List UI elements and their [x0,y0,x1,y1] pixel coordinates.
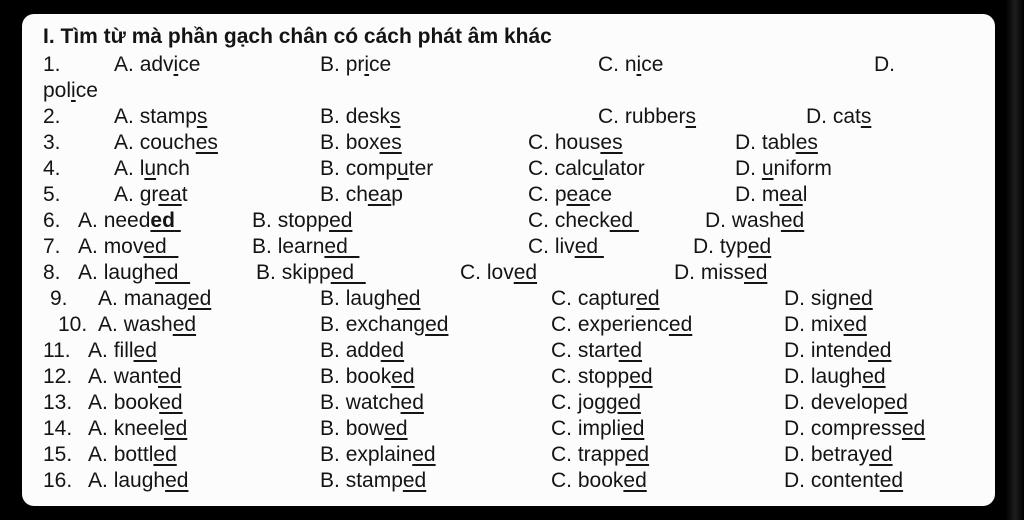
underlined-part: es [195,131,218,154]
underlined-part: ed [744,261,768,284]
word-part: pol [43,79,72,102]
option-letter: C. [551,313,572,336]
option-letter: D. [784,391,805,414]
underlined-part: ed [862,365,886,388]
option-c [460,260,537,286]
word-part: bottl [113,443,154,466]
option-c [528,234,604,260]
underlined-part: ed [609,209,639,232]
word-part: pr [345,53,365,76]
option-c [551,390,641,416]
underlined-part: es [600,131,623,154]
option-c [551,364,653,390]
option-c [551,442,649,468]
underlined-part: i [173,53,179,76]
word-part: learn [277,235,325,258]
option-d [874,52,901,78]
word-part: lov [486,261,514,284]
word-part: trapp [577,443,626,466]
option-b [320,364,415,390]
option-d [735,182,807,208]
worksheet-title: I. Tìm từ mà phần gạch chân có cách phát âm khác [43,25,552,48]
option-letter: B. [320,417,340,440]
underlined-part: ed [324,235,360,258]
word-part: want [113,365,159,388]
option-letter: A. [88,365,108,388]
underlined-part: ed [629,365,653,388]
option-d-continuation [43,78,98,104]
question-number: 3. [43,131,61,154]
question-number: 15. [43,443,73,466]
option-a [98,286,211,312]
option-letter: C. [598,105,619,128]
option-letter: C. [460,261,481,284]
option-b [256,260,366,286]
option-letter: D. [674,261,695,284]
underlined-part: ea [566,183,590,206]
word-part: box [345,131,380,154]
option-letter: A. [98,287,118,310]
option-letter: B. [320,469,340,492]
underlined-part: ed [747,235,772,258]
word-part: check [554,209,610,232]
word-part: mix [810,313,844,336]
word-part: captur [577,287,637,310]
question-number: 6. [43,209,61,232]
option-letter: D. [784,365,805,388]
underlined-part: ed [425,313,449,336]
option-a [78,260,190,286]
underlined-part: ed [172,313,197,336]
option-letter: A. [88,443,108,466]
screen-edge [1006,0,1024,520]
option-letter: B. [320,157,340,180]
word-part: stamp [139,105,197,128]
word-part: book [345,365,392,388]
option-letter: D. [784,443,805,466]
underlined-part: i [71,79,76,102]
option-letter: A. [78,261,98,284]
option-letter: C. [551,417,572,440]
option-a [88,416,187,442]
option-a [88,364,181,390]
option-letter: B. [320,287,340,310]
word-part: lator [603,157,645,180]
option-letter: A. [114,53,134,76]
option-letter: D. [735,131,756,154]
underlined-part: ed [133,339,157,362]
underlined-part: ed [621,417,645,440]
word-part: p [391,183,403,206]
word-part: book [113,391,160,414]
underlined-part: u [397,157,409,180]
underlined-part: ed [158,365,182,388]
underlined-part [175,209,181,232]
option-letter: C. [551,287,572,310]
option-b [320,52,391,78]
word-part: mov [103,235,144,258]
word-part: calc [554,157,593,180]
option-c [598,104,696,130]
underlined-part: ed [397,287,421,310]
option-b [320,390,424,416]
option-letter: A. [88,417,108,440]
question-number: 2. [43,105,61,128]
option-letter: D. [806,105,827,128]
question-number: 1. [43,53,61,76]
option-letter: B. [320,131,340,154]
underlined-part: ed [153,443,177,466]
word-part: ce [369,53,392,76]
word-part: comp [345,157,398,180]
option-letter: A. [114,157,134,180]
word-part: compress [810,417,902,440]
underlined-part: ed [780,209,805,232]
underlined-part: ed [623,469,647,492]
option-b [320,338,404,364]
option-b [320,416,408,442]
underlined-part: s [196,105,208,128]
word-part: explain [345,443,413,466]
option-b [320,104,401,130]
word-part: need [103,209,151,232]
word-part: t [181,183,188,206]
option-c [551,416,644,442]
underlined-part: ed [617,391,641,414]
option-b [252,208,352,234]
option-b [320,442,436,468]
underlined-part: ed [165,469,189,492]
option-letter: B. [320,53,340,76]
underlined-part: es [379,131,402,154]
word-part: desk [345,105,391,128]
word-part: n [624,53,637,76]
word-part: laugh [103,261,156,284]
question-number: 13. [43,391,73,414]
word-part: experienc [577,313,669,336]
word-part: liv [554,235,575,258]
option-d [784,468,903,494]
option-c [598,52,663,78]
option-letter: A. [88,391,108,414]
word-part: couch [139,131,196,154]
word-part: niform [773,157,832,180]
option-letter: D. [735,157,756,180]
option-letter: B. [320,313,340,336]
option-a [78,234,178,260]
question-number: 7. [43,235,61,258]
option-a [88,442,177,468]
underlined-part: ed [412,443,436,466]
underlined-part: ed [391,365,415,388]
word-part: miss [700,261,745,284]
underlined-part: s [685,105,697,128]
option-letter: C. [551,339,572,362]
option-b [320,130,402,156]
option-c [528,156,645,182]
option-letter: D. [735,183,756,206]
option-letter: B. [320,339,340,362]
word-part: wash [123,313,173,336]
option-a [98,312,196,338]
option-letter: D. [784,417,805,440]
option-c [528,208,639,234]
option-d [784,286,873,312]
word-part: typ [719,235,748,258]
option-d [784,338,891,364]
option-a [114,156,190,182]
underlined-part: s [860,105,872,128]
underlined-part: ed [380,339,405,362]
question-number: 9. [50,287,68,310]
word-part: skipp [281,261,331,284]
option-a [114,182,188,208]
word-part: tabl [761,131,796,154]
underlined-part: u [592,157,604,180]
word-part: stamp [345,469,403,492]
word-part: rubber [624,105,686,128]
option-a [78,208,181,234]
option-d [674,260,767,286]
underlined-part: ed [402,469,427,492]
word-part: gr [139,183,159,206]
word-part: exchang [345,313,426,336]
underlined-part: ed [884,391,908,414]
option-letter: C. [551,443,572,466]
word-part: nch [156,157,190,180]
underlined-part: ed [329,209,353,232]
underlined-part: ed [163,417,188,440]
word-part: start [577,339,619,362]
option-letter: A. [114,131,134,154]
option-c [528,182,612,208]
word-part: ce [589,183,613,206]
underlined-part: ed [513,261,538,284]
word-part: ce [75,79,98,102]
option-letter: A. [98,313,118,336]
underlined-part: ed [636,287,660,310]
underlined-part: ea [367,183,392,206]
underlined-part: ed [400,391,424,414]
option-c [551,468,647,494]
option-letter: D. [784,469,805,492]
underlined-part: ed [901,417,926,440]
option-a [88,390,183,416]
word-part: l [139,157,145,180]
option-b [320,312,448,338]
option-letter: C. [551,391,572,414]
option-d [735,156,832,182]
word-part: jogg [577,391,618,414]
word-part: content [810,469,880,492]
option-letter: A. [114,105,134,128]
word-part: stopp [577,365,630,388]
word-part: develop [810,391,885,414]
word-part: add [345,339,381,362]
word-part: m [761,183,780,206]
underlined-part: u [144,157,157,180]
word-part: laugh [113,469,166,492]
option-letter: D. [874,53,895,76]
underlined-part: ed [869,443,893,466]
word-part: kneel [113,417,164,440]
question-number: 10. [58,313,88,336]
option-d [806,104,871,130]
underlined-part: ed [330,261,366,284]
underlined-part: s [390,105,401,128]
question-number: 4. [43,157,61,180]
option-letter: D. [693,235,714,258]
underlined-part: es [795,131,818,154]
underlined-part: ed [150,209,175,232]
underlined-part: ed [618,339,643,362]
underlined-part: ed [187,287,212,310]
underlined-part: ed [668,313,693,336]
option-letter: C. [551,469,572,492]
option-b [252,234,359,260]
word-part: laugh [810,365,863,388]
word-part: manag [123,287,188,310]
option-b [320,156,433,182]
word-part: sign [810,287,850,310]
question-number: 16. [43,469,73,492]
question-number: 12. [43,365,73,388]
option-c [528,130,623,156]
option-letter: A. [88,469,108,492]
option-letter: C. [528,209,549,232]
option-d [784,312,867,338]
option-letter: A. [78,235,98,258]
option-d [735,130,818,156]
word-part: l [802,183,808,206]
option-letter: B. [256,261,276,284]
option-d [705,208,804,234]
option-a [114,130,218,156]
underlined-part: i [364,53,370,76]
option-letter: B. [320,391,340,414]
underlined-part: ed [143,235,179,258]
option-letter: A. [78,209,98,232]
word-part: cat [832,105,861,128]
option-d [784,390,908,416]
option-d [784,364,886,390]
underlined-part: ed [868,339,892,362]
word-part: adv [139,53,174,76]
underlined-part: ed [159,391,183,414]
underlined-part: u [761,157,774,180]
option-letter: D. [784,313,805,336]
worksheet-page [22,14,995,506]
option-letter: C. [528,157,549,180]
underlined-part: ea [158,183,182,206]
word-part: laugh [345,287,398,310]
underlined-part: ed [625,443,650,466]
option-letter: D. [705,209,726,232]
word-part: watch [345,391,401,414]
option-a [88,468,188,494]
word-part: bow [345,417,385,440]
option-a [88,338,157,364]
option-letter: C. [528,235,549,258]
question-number: 8. [43,261,61,284]
option-b [320,468,426,494]
option-d [693,234,771,260]
word-part: p [554,183,567,206]
underlined-part: ea [779,183,803,206]
option-c [551,338,642,364]
option-a [114,52,200,78]
underlined-part: ed [879,469,904,492]
word-part: betray [810,443,870,466]
option-letter: B. [320,183,340,206]
underlined-part: ed [574,235,604,258]
option-a [114,104,207,130]
underlined-part: ed [384,417,408,440]
word-part: ce [641,53,664,76]
option-letter: D. [784,339,805,362]
underlined-part: i [636,53,642,76]
question-number: 11. [43,339,71,362]
question-number: 5. [43,183,61,206]
option-letter: B. [252,235,272,258]
word-part: ch [345,183,368,206]
word-part: impli [577,417,622,440]
option-letter: C. [528,183,549,206]
option-letter: D. [784,287,805,310]
option-d [784,416,925,442]
option-letter: C. [598,53,619,76]
underlined-part: ed [843,313,867,336]
underlined-part: ed [849,287,873,310]
word-part: ce [178,53,201,76]
word-part: intend [810,339,869,362]
word-part: ter [408,157,434,180]
underlined-part: ed [155,261,191,284]
question-number: 14. [43,417,73,440]
option-c [551,312,692,338]
option-letter: C. [551,365,572,388]
word-part: hous [554,131,601,154]
option-letter: B. [320,105,340,128]
option-b [320,286,420,312]
word-part: stopp [277,209,330,232]
word-part: fill [113,339,134,362]
option-c [551,286,660,312]
option-letter: B. [252,209,272,232]
option-letter: A. [114,183,134,206]
option-letter: C. [528,131,549,154]
option-letter: B. [320,365,340,388]
word-part: book [577,469,624,492]
word-part: wash [731,209,781,232]
option-letter: A. [88,339,108,362]
option-letter: B. [320,443,340,466]
option-d [784,442,893,468]
option-b [320,182,403,208]
